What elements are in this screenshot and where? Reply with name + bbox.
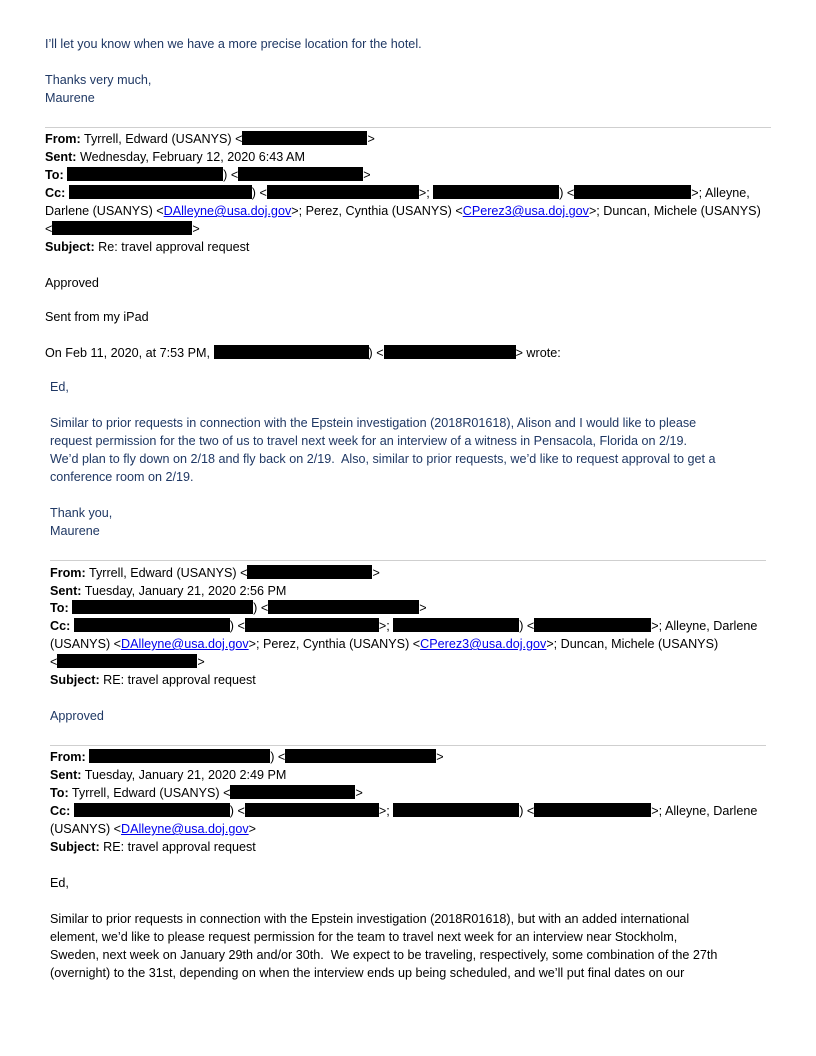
cc-label: Cc: — [50, 619, 71, 633]
email3-sent — [50, 766, 286, 784]
email2-from: From: Tyrrell, Edward (USANYS) < > — [50, 566, 380, 580]
cc-alleyne: ; Alleyne, Darlene — [658, 804, 758, 818]
email3-paragraph-line: (overnight) to the 31st, depending on when the interview ends up being scheduled, and we’ll put final dates on our — [50, 966, 685, 980]
subject-label: Subject: — [45, 240, 95, 254]
email3-paragraph-line: Similar to prior requests in connection with the Epstein investigation (2018R01618), but with an added international — [50, 912, 690, 926]
email1-cc-line3: < > — [45, 222, 200, 236]
redaction — [574, 185, 691, 199]
redaction — [285, 749, 436, 763]
redaction — [72, 600, 253, 614]
cc-text: Darlene (USANYS) < — [45, 204, 164, 218]
wrote-prefix: On Feb 11, 2020, at 7:53 PM, — [45, 346, 210, 360]
sent-label: Sent: — [50, 768, 82, 782]
redaction — [57, 654, 197, 668]
sent-value: Tuesday, January 21, 2020 2:56 PM — [81, 584, 287, 598]
redaction — [268, 600, 419, 614]
quoted-paragraph-line: Similar to prior requests in connection with the Epstein investigation (2018R01618), Alison and I would like to please — [50, 416, 697, 430]
from-value: Tyrrell, Edward (USANYS) < — [85, 566, 248, 580]
quoted-paragraph-line: We’d plan to fly down on 2/18 and fly back on 2/19. Also, similar to prior requests, we’d like to request approval to get a — [50, 452, 716, 466]
cc-text: (USANYS) < — [50, 637, 122, 651]
redaction — [245, 803, 379, 817]
to-label: To: — [45, 168, 64, 182]
redaction — [393, 618, 519, 632]
from-label: From: — [50, 566, 86, 580]
to-value: Tyrrell, Edward (USANYS) < — [68, 786, 231, 800]
email1-body-ipad: Sent from my iPad — [45, 310, 149, 324]
subject-label: Subject: — [50, 840, 100, 854]
intro-signature: Maurene — [45, 91, 95, 105]
redaction — [534, 803, 651, 817]
email-link-cperez3[interactable]: CPerez3@usa.doj.gov — [420, 637, 547, 651]
redaction — [67, 167, 223, 181]
redaction — [230, 785, 355, 799]
email2-cc-line2 — [50, 635, 718, 653]
email3-paragraph-line: Sweden, next week on January 29th and/or 30th. We expect to be traveling, respectively, some combination of the 27th — [50, 948, 718, 962]
redaction — [74, 618, 230, 632]
redaction — [238, 167, 363, 181]
redaction — [534, 618, 651, 632]
email3-cc-line2: (USANYS) <DAlleyne@usa.doj.gov> — [50, 822, 256, 836]
cc-text: >; Duncan, Michele (USANYS) — [588, 204, 761, 218]
cc-label: Cc: — [50, 804, 71, 818]
intro-thanks: Thanks very much, — [45, 73, 152, 87]
redaction — [433, 185, 559, 199]
cc-text: >; Perez, Cynthia (USANYS) < — [291, 204, 463, 218]
email2-body-approved: Approved — [50, 709, 104, 723]
quoted-paragraph-line: request permission for the two of us to travel next week for an interview of a witness in Pensacola, Florida on 2/19. — [50, 434, 688, 448]
email3-greeting: Ed, — [50, 876, 69, 890]
email-link-dalleyne[interactable]: DAlleyne@usa.doj.gov — [121, 637, 249, 651]
email2-cc-line3: < > — [50, 655, 205, 669]
email1-from: From: Tyrrell, Edward (USANYS) < > — [45, 132, 375, 146]
cc-text: >; Duncan, Michele (USANYS) — [546, 637, 719, 651]
email-link-cperez3[interactable]: CPerez3@usa.doj.gov — [462, 204, 589, 218]
divider — [50, 560, 766, 561]
cc-alleyne: ; Alleyne, — [698, 186, 750, 200]
wrote-suffix: wrote: — [522, 346, 561, 360]
email-link-dalleyne[interactable]: DAlleyne@usa.doj.gov — [163, 204, 292, 218]
subject-label: Subject: — [50, 673, 100, 687]
redaction — [214, 345, 369, 359]
from-label: From: — [50, 750, 86, 764]
email2-to: To: ) < > — [50, 601, 427, 615]
cc-text: (USANYS) < — [50, 822, 122, 836]
redaction — [247, 565, 372, 579]
email3-subject — [50, 838, 256, 856]
sent-label: Sent: — [45, 150, 77, 164]
to-label: To: — [50, 601, 69, 615]
email1-cc: Cc: ) < >; ) < >; Alleyne, — [45, 186, 750, 200]
cc-label: Cc: — [45, 186, 66, 200]
cc-text: >; Perez, Cynthia (USANYS) < — [248, 637, 421, 651]
cc-alleyne: ; Alleyne, Darlene — [658, 619, 758, 633]
sent-label: Sent: — [50, 584, 82, 598]
redaction — [242, 131, 367, 145]
email1-to: To: ) < > — [45, 168, 371, 182]
quoted-greeting: Ed, — [50, 380, 69, 394]
redaction — [384, 345, 516, 359]
quoted-signature: Maurene — [50, 524, 100, 538]
redaction — [89, 749, 270, 763]
redaction — [245, 618, 379, 632]
sent-value: Wednesday, February 12, 2020 6:43 AM — [76, 150, 305, 164]
redaction — [393, 803, 519, 817]
intro-line: I’ll let you know when we have a more precise location for the hotel. — [45, 37, 422, 51]
redaction — [52, 221, 192, 235]
email3-cc: Cc: ) < >; ) < >; Alleyne, Darlene — [50, 804, 758, 818]
quoted-thanks: Thank you, — [50, 506, 113, 520]
redaction — [74, 803, 230, 817]
from-value: Tyrrell, Edward (USANYS) < — [80, 132, 243, 146]
email1-cc-line2 — [45, 202, 761, 220]
email3-to: To: Tyrrell, Edward (USANYS) < > — [50, 786, 363, 800]
divider — [45, 127, 771, 128]
email1-subject — [45, 238, 249, 256]
email1-sent — [45, 148, 305, 166]
subject-value: RE: travel approval request — [99, 840, 256, 854]
email2-sent — [50, 582, 286, 600]
email-link-dalleyne[interactable]: DAlleyne@usa.doj.gov — [121, 822, 249, 836]
email2-cc: Cc: ) < >; ) < >; Alleyne, Darlene — [50, 619, 758, 633]
quoted-paragraph-line: conference room on 2/19. — [50, 470, 194, 484]
sent-value: Tuesday, January 21, 2020 2:49 PM — [81, 768, 287, 782]
redaction — [69, 185, 252, 199]
subject-value: RE: travel approval request — [99, 673, 256, 687]
subject-value: Re: travel approval request — [94, 240, 250, 254]
email3-from: From: ) < > — [50, 750, 444, 764]
email3-paragraph-line: element, we’d like to please request permission for the team to travel next week for an interview near Stockholm, — [50, 930, 678, 944]
from-label: From: — [45, 132, 81, 146]
redaction — [267, 185, 419, 199]
email1-body-approved: Approved — [45, 276, 99, 290]
email2-subject — [50, 671, 256, 689]
to-label: To: — [50, 786, 69, 800]
divider — [50, 745, 766, 746]
email1-wrote: On Feb 11, 2020, at 7:53 PM, ) < > wrote: — [45, 346, 561, 360]
